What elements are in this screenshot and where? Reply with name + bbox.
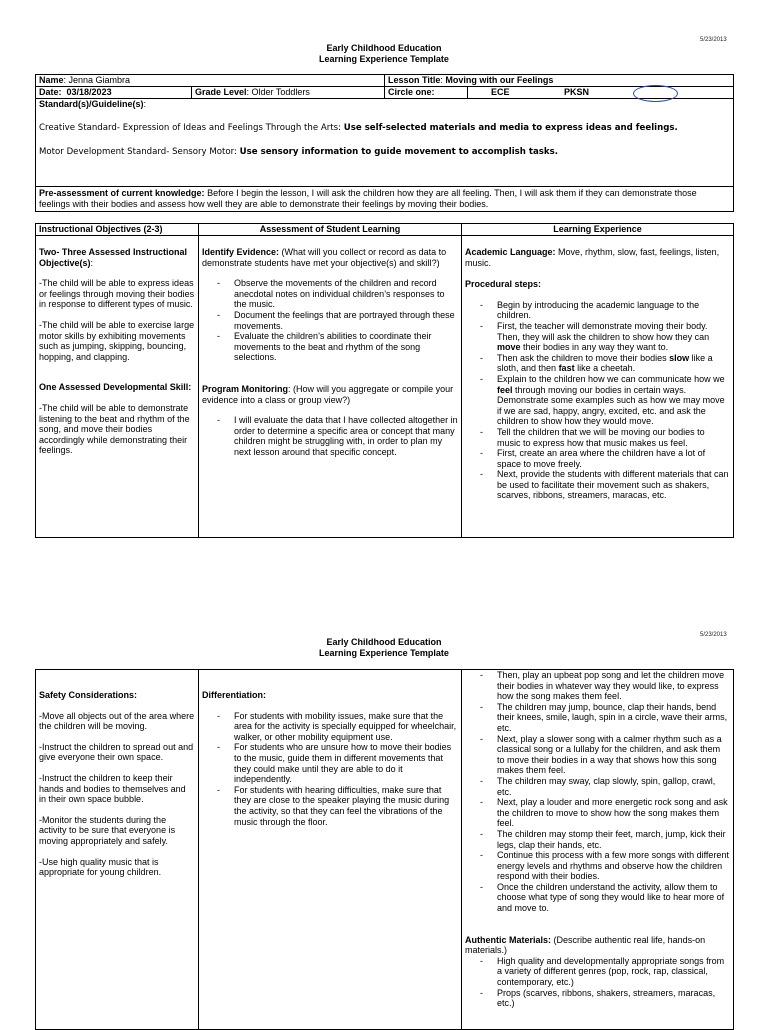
circle-option-pksn: PKSN <box>564 87 590 97</box>
list-item: - First, the teacher will demonstrate moving their body. Then, they will ask the children to show how they can move their bodies in any way they want to. <box>465 321 730 353</box>
date-cell: Date: 03/18/2023 <box>36 87 192 99</box>
list-item: - Continue this process with a few more songs with different energy levels and rhythms and observe how the children respond with their bodies. <box>465 850 730 882</box>
name-value: Jenna Giambra <box>68 75 131 85</box>
list-item: - Explain to the children how we can communicate how we feel through moving our bodies in certain ways. Demonstrate some examples such as how we may move if we are sad, happy, angry, excited, etc. and ask the children to show how they would move. <box>465 374 730 427</box>
lesson-value: Moving with our Feelings <box>445 75 554 85</box>
preassessment-cell: Pre-assessment of current knowledge: Before I begin the lesson, I will ask the children how they are all feeling. Then, I will ask them if they can demonstrate those feelings with their bodies and assess how well they are able to demonstrate their feelings by moving their bodies. <box>36 187 734 212</box>
list-item: - Evaluate the children’s abilities to coordinate their movements to the beat and rhythm of the song selections. <box>202 331 458 363</box>
safety-item: -Instruct the children to keep their hands and bodies to themselves and in their own space bubble. <box>39 772 186 805</box>
program-monitoring: Program Monitoring: (How will you aggregate or compile your evidence into a class or group view?) <box>202 383 454 405</box>
list-item: - The children may jump, bounce, clap their hands, bend their knees, smile, laugh, spin in a circle, wave their arms, etc. <box>465 702 730 734</box>
skill-heading: One Assessed Developmental Skill: <box>39 382 192 393</box>
materials-list <box>465 956 730 1009</box>
safety-item: -Move all objects out of the area where the children will be moving. <box>39 710 195 732</box>
list-item: - Next, provide the students with different materials that can be used to facilitate their movement such as shakers, scarves, ribbons, streamers, maracas, etc. <box>465 469 730 501</box>
page1-title-line1: Early Childhood Education <box>326 43 442 53</box>
procedural-list <box>465 300 730 501</box>
academic-language: Academic Language: Move, rhythm, slow, fast, feelings, listen, music. <box>465 247 720 268</box>
list-item: - Observe the movements of the children and record anecdotal notes on individual children’s responses to the music. <box>202 278 458 310</box>
standard-creative: Creative Standard- Expression of Ideas and Feelings Through the Arts: Use self-selected materials and media to express ideas and feelings. <box>39 122 678 133</box>
list-item: - Tell the children that we will be moving our bodies to music to express how that music makes us feel. <box>465 427 730 448</box>
page1-title-line2: Learning Experience Template <box>319 54 449 64</box>
list-item: - Then ask the children to move their bodies slow like a sloth, and then fast like a cheetah. <box>465 353 730 374</box>
objectives-cell: Two- Three Assessed Instructional Objective(s): -The child will be able to express ideas or feelings through moving their bodies in response to different types of music. -The child will be able to exercise large motor skills by exhibiting movements such as jumping, skipping, bouncing, hopping, and clapping. One Assessed Developmental Skill: -The child will be able to demonstrate listening to the beat and rhythm of the song, and move their bodies accordingly while demonstrating their feelings. <box>36 236 199 538</box>
procedural-heading: Procedural steps: <box>465 279 542 290</box>
list-item: - High quality and developmentally appropriate songs from a variety of different genres (pop, rock, rap, classical, contemporary, etc.) <box>465 956 730 988</box>
monitor-list <box>202 415 458 457</box>
assessment-cell <box>199 236 462 538</box>
list-item: - Begin by introducing the academic language to the children. <box>465 300 730 321</box>
differentiation-list <box>202 711 458 828</box>
list-item: - The children may stomp their feet, march, jump, kick their legs, clap their hands, etc. <box>465 829 730 850</box>
list-item: - Document the feelings that are portrayed through these movements. <box>202 310 458 331</box>
header-learning: Learning Experience <box>462 224 734 236</box>
authentic-materials: Authentic Materials: (Describe authentic real life, hands-on materials.) <box>465 934 706 956</box>
list-item: - For students with hearing difficulties, make sure that they are close to the speaker playing the music during the activity, so that they can feel the vibrations of the music through the floor. <box>202 785 458 827</box>
list-item: - Next, play a louder and more energetic rock song and ask the children to move to show how the song makes them feel. <box>465 797 730 829</box>
circle-options <box>468 87 734 99</box>
safety-item: -Use high quality music that is appropriate for young children. <box>39 856 162 878</box>
identify-evidence: Identify Evidence: (What will you collect or record as data to demonstrate students have met your objective(s) and skill?) <box>202 247 447 268</box>
page1-date: 5/23/2013 <box>700 37 727 43</box>
learning-cell <box>462 236 734 538</box>
list-item: - For students who are unsure how to move their bodies to the music, guide them in different movements that they could make until they are able to do it independently. <box>202 742 458 784</box>
list-item: - First, create an area where the children have a lot of space to move freely. <box>465 448 730 469</box>
grade-cell: Grade Level: Older Toddlers <box>192 87 385 99</box>
page2-table <box>35 669 734 1030</box>
safety-heading: Safety Considerations: <box>39 690 138 700</box>
objectives-heading: Two- Three Assessed Instructional Objective(s) <box>39 247 188 268</box>
circle-selection-oval <box>633 85 678 102</box>
page2-title-line2: Learning Experience Template <box>319 648 449 658</box>
list-item: - Props (scarves, ribbons, shakers, streamers, maracas, etc.) <box>465 988 730 1009</box>
continued-steps-cell <box>462 670 734 1030</box>
list-item: - Once the children understand the activity, allow them to choose what type of song they would like to hear more of and move to. <box>465 882 730 914</box>
page2-date: 5/23/2013 <box>700 632 727 638</box>
lesson-cell: Lesson Title: Moving with our Feelings <box>385 75 734 87</box>
safety-cell <box>36 670 199 1030</box>
list-item: - For students with mobility issues, make sure that the area for the activity is specially equipped for wheelchair, walker, or other mobility equipment use. <box>202 711 458 743</box>
circle-label: Circle one: <box>385 87 468 99</box>
developmental-skill: -The child will be able to demonstrate listening to the beat and rhythm of the song, and move their bodies accordingly while demonstrating their feelings. <box>39 402 190 456</box>
list-item: - The children may sway, clap slowly, spin, gallop, crawl, etc. <box>465 776 730 797</box>
differentiation-cell <box>199 670 462 1030</box>
list-item: - Then, play an upbeat pop song and let the children move their bodies in whatever way they would like, to express how the song makes them feel. <box>465 670 730 702</box>
continued-steps-list <box>465 670 730 914</box>
standards-cell: Standard(s)/Guideline(s): Creative Standard- Expression of Ideas and Feelings Through the Arts: Use self-selected materials and media to express ideas and feelings. Motor Development Standard- Sensory Motor: Use sensory information to guide movement to accomplish tasks. <box>36 99 734 187</box>
safety-item: -Monitor the students during the activity to be sure that everyone is moving appropriately and safely. <box>39 814 176 846</box>
page1-title <box>0 43 768 65</box>
objective-2: -The child will be able to exercise large motor skills by exhibiting movements such as jumping, skipping, bouncing, hopping, and clapping. <box>39 319 195 362</box>
list-item: - Next, play a slower song with a calmer rhythm such as a classical song or a lullaby for the children, and ask them to move their bodies in a way that shows how this song makes them feel. <box>465 734 730 776</box>
grade-value: Older Toddlers <box>251 87 310 97</box>
objective-1: -The child will be able to express ideas or feelings through moving their bodies in response to different types of music. <box>39 278 195 310</box>
list-item: - I will evaluate the data that I have collected altogether in order to determine a specific area or concept that many children might be struggling with, in order to plan my next lesson around that specific concept. <box>202 415 458 457</box>
header-objectives: Instructional Objectives (2-3) <box>36 224 199 236</box>
date-value: 03/18/2023 <box>66 87 112 97</box>
name-cell: Name: Jenna Giambra <box>36 75 385 87</box>
objectives-table <box>35 223 734 538</box>
differentiation-heading: Differentiation: <box>202 690 266 700</box>
page2-title-line1: Early Childhood Education <box>326 637 442 647</box>
safety-item: -Instruct the children to spread out and give everyone their own space. <box>39 741 194 763</box>
header-assessment: Assessment of Student Learning <box>199 224 462 236</box>
info-table <box>35 74 734 212</box>
circle-option-ece: ECE <box>491 87 510 97</box>
evidence-list <box>202 278 458 363</box>
page2-title <box>0 637 768 659</box>
standard-motor: Motor Development Standard- Sensory Motor: Use sensory information to guide movement to accomplish tasks. <box>39 147 558 158</box>
